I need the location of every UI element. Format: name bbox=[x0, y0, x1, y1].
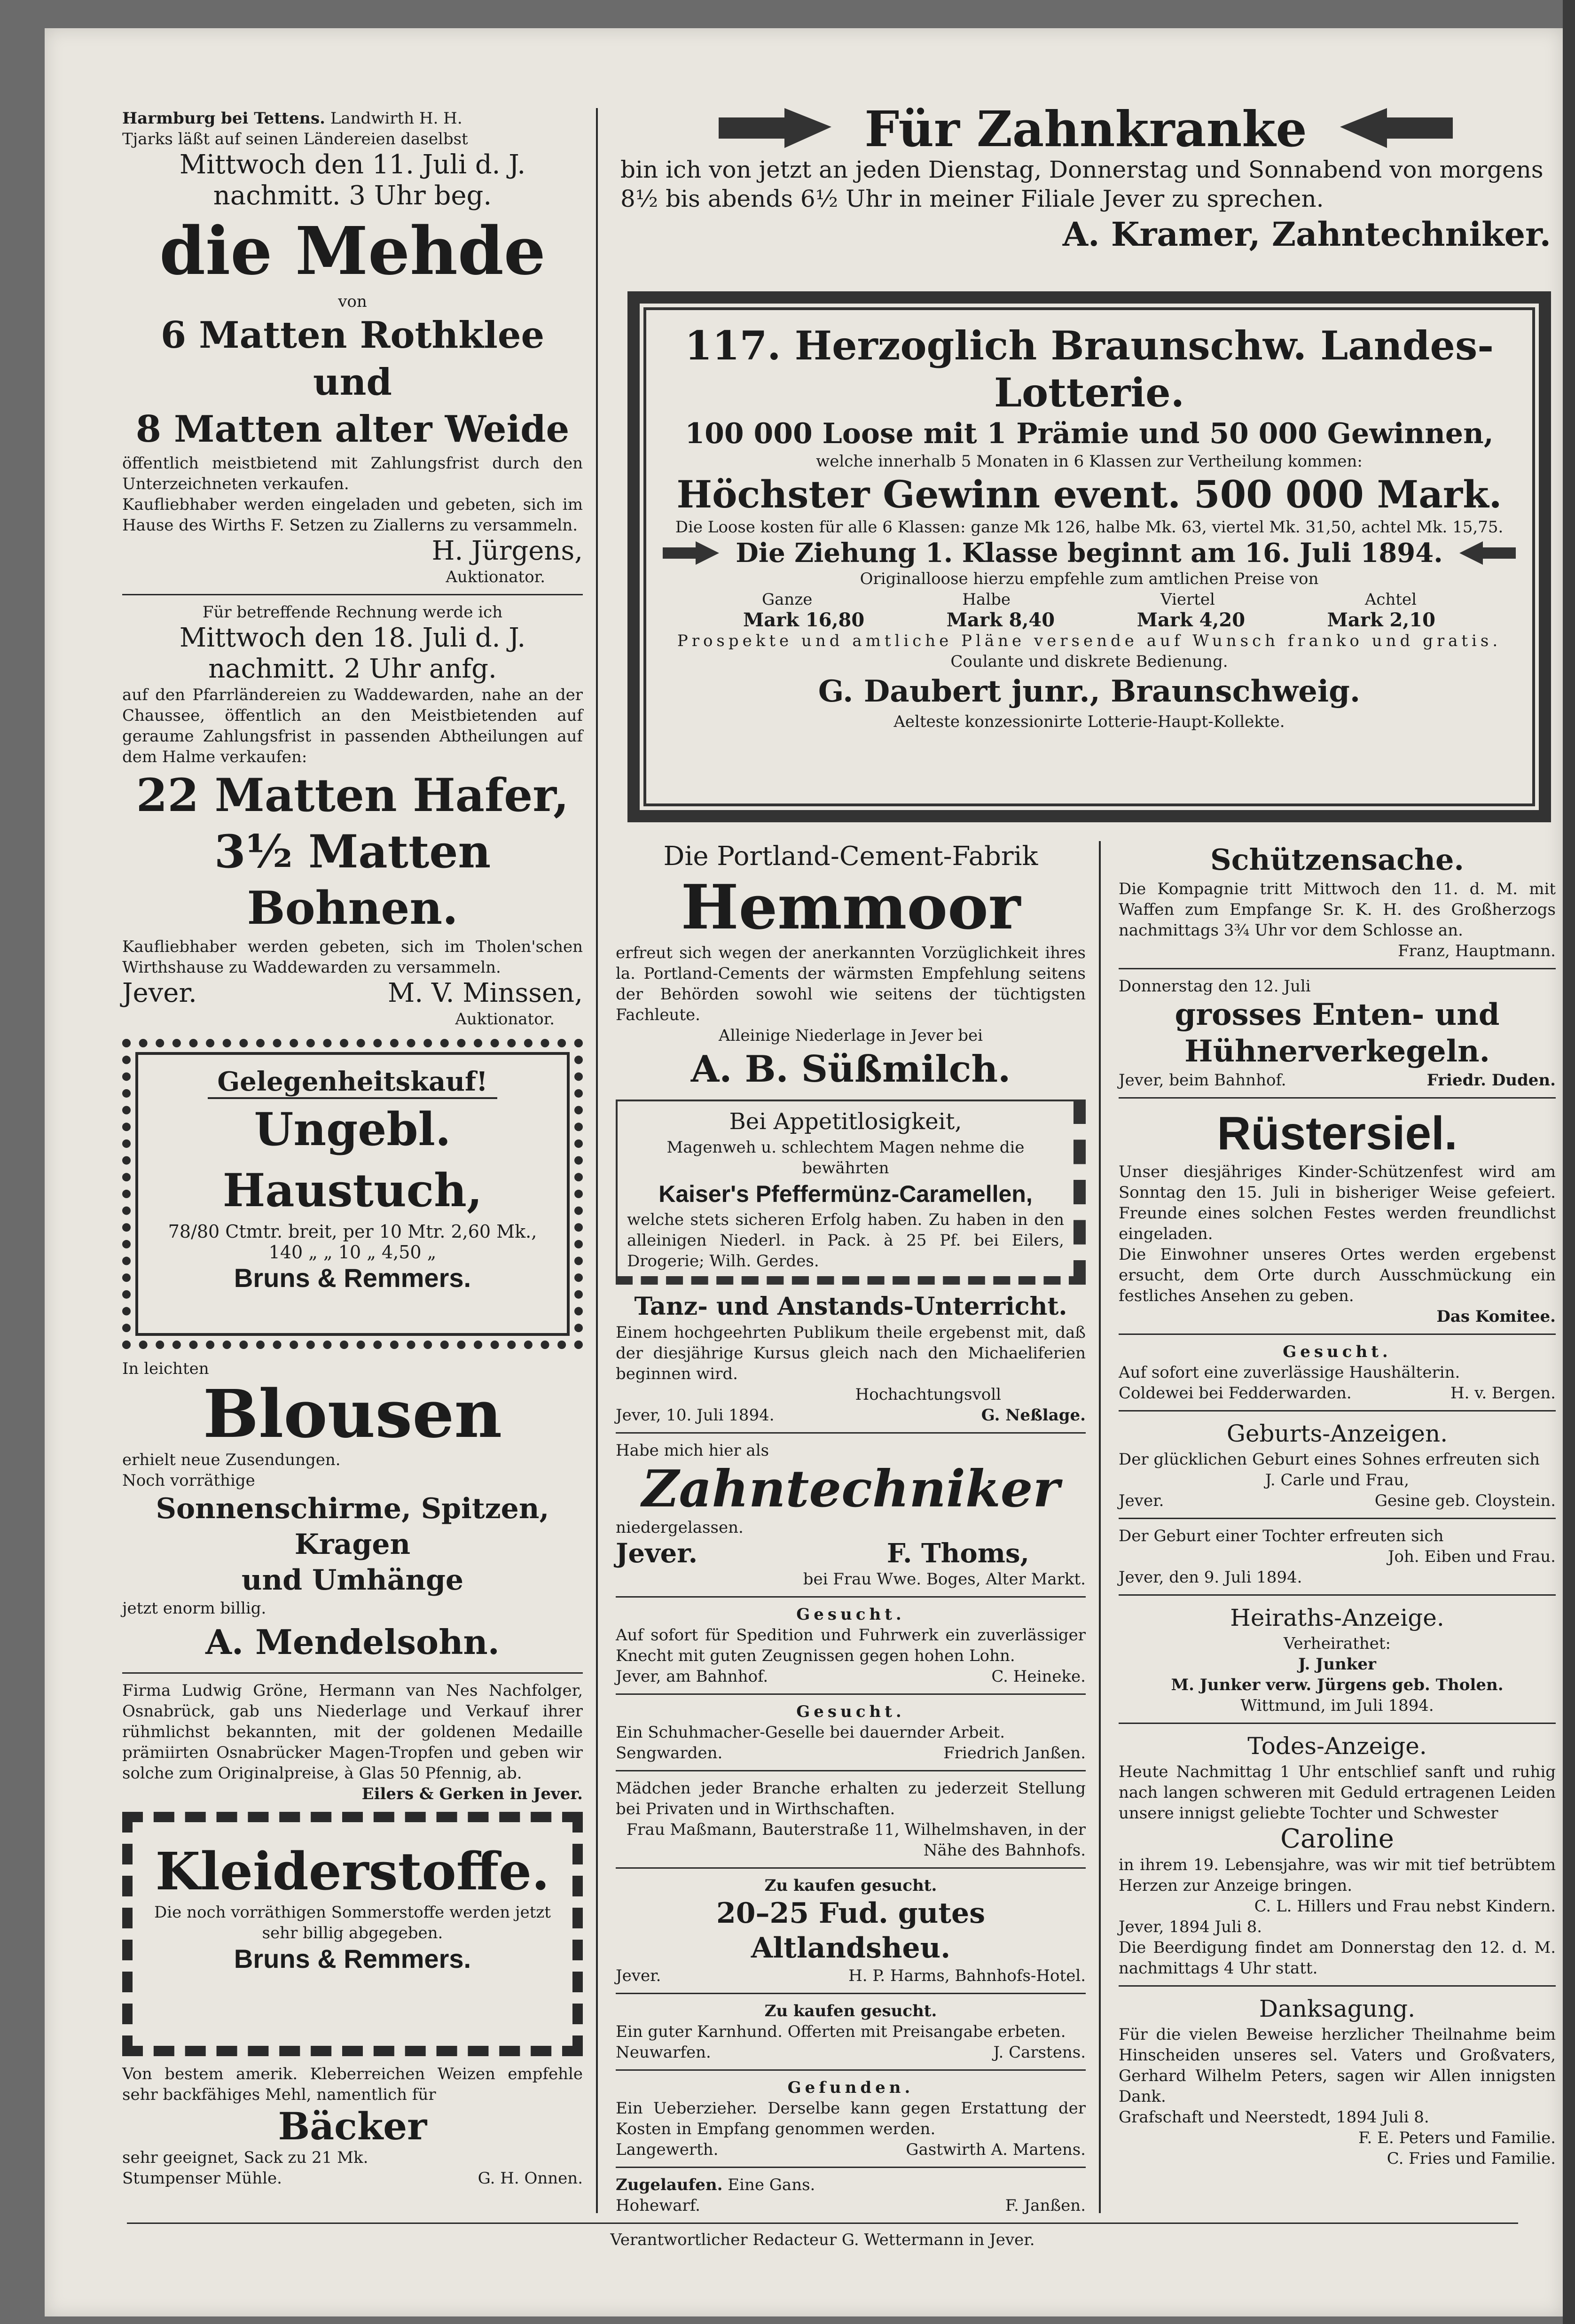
kleider-firm: Bruns & Remmers. bbox=[234, 1944, 471, 1973]
kauf1-head: Zu kaufen gesucht. bbox=[764, 1876, 937, 1895]
separator bbox=[1119, 1723, 1556, 1724]
ad-thoms bbox=[616, 1440, 1086, 1590]
column-3 bbox=[1119, 841, 1556, 2169]
ad-zahnkranke bbox=[620, 100, 1551, 256]
thoms-name: F. Thoms, bbox=[886, 1538, 1029, 1569]
mehde-sign-role: Auktionator. bbox=[446, 568, 545, 586]
tod-sign: C. L. Hillers und Frau nebst Kindern. bbox=[1254, 1897, 1556, 1916]
mehde-line1: Landwirth H. H. bbox=[330, 109, 462, 128]
hafer-item2: 3½ Matten Bohnen. bbox=[214, 825, 491, 935]
ad-gesucht-2 bbox=[616, 1701, 1086, 1763]
separator bbox=[616, 1596, 1086, 1598]
price-value: Mark 8,40 bbox=[946, 609, 1055, 631]
ad-kegeln bbox=[1119, 976, 1556, 1091]
ad-ruestersiel bbox=[1119, 1105, 1556, 1327]
separator bbox=[616, 1867, 1086, 1869]
separator bbox=[616, 1432, 1086, 1434]
ad-gefunden bbox=[616, 2077, 1086, 2160]
ad-lottery bbox=[627, 291, 1551, 822]
mehde-text: öffentlich meistbietend mit Zahlungsfrist durch den Unterzeichneten verkaufen. bbox=[122, 454, 583, 493]
groene-firm: Eilers & Gerken in Jever. bbox=[361, 1785, 583, 1803]
ges1-place: Jever, am Bahnhof. bbox=[616, 1667, 768, 1686]
ges1-text: Auf sofort für Spedition und Fuhrwerk ein zuverlässiger Knecht mit guten Zeugnissen gegen hohen Lohn. bbox=[616, 1626, 1086, 1665]
lottery-firm: G. Daubert junr., Braunschweig. bbox=[818, 674, 1361, 709]
column-rule-right bbox=[1099, 841, 1101, 2213]
heir-name1: J. Junker bbox=[1298, 1655, 1376, 1674]
price-label: Achtel bbox=[1364, 590, 1417, 609]
separator bbox=[1119, 1594, 1556, 1596]
weizen-sign: G. H. Onnen. bbox=[478, 2169, 583, 2188]
mad-text: Mädchen jeder Branche erhalten zu jederzeit Stellung bei Privaten und in Wirthschaften. bbox=[616, 1779, 1086, 1818]
ges3-text: Auf sofort eine zuverlässige Haushälterin. bbox=[1119, 1363, 1460, 1382]
tanz-text: Einem hochgeehrten Publikum theile ergebenst mit, daß der diesjährige Kursus gleich nach den Michaeliferien beginnen wird. bbox=[616, 1323, 1086, 1383]
rust-title: Rüstersiel. bbox=[1217, 1107, 1457, 1160]
cement-text: erfreut sich wegen der anerkannten Vorzüglichkeit ihres la. Portland-Cements der wärmsten Empfehlung seitens der Behörden sowohl wie seitens der tüchtigsten Fachleute. bbox=[616, 944, 1086, 1024]
ad-gesucht-1 bbox=[616, 1604, 1086, 1687]
mehde-von: von bbox=[338, 292, 367, 311]
column-2 bbox=[616, 841, 1086, 2216]
enten-title1: grosses Enten- und bbox=[1175, 997, 1500, 1032]
heir-place: Wittmund, im Juli 1894. bbox=[1240, 1696, 1434, 1715]
ad-zugelaufen bbox=[616, 2175, 1086, 2216]
gef-sign: Gastwirth A. Martens. bbox=[906, 2140, 1086, 2159]
geb-names1b: Gesine geb. Cloystein. bbox=[1374, 1491, 1556, 1510]
tod-head: Todes-Anzeige. bbox=[1247, 1732, 1427, 1760]
kauf1-sign: H. P. Harms, Bahnhofs-Hotel. bbox=[848, 1966, 1086, 1985]
thoms-intro: Habe mich hier als bbox=[616, 1441, 769, 1460]
separator bbox=[122, 1672, 583, 1674]
mad-sign: Frau Maßmann, Bauterstraße 11, Wilhelmshaven, in der Nähe des Bahnhofs. bbox=[626, 1820, 1086, 1860]
gef-text: Ein Ueberzieher. Derselbe kann gegen Erstattung der Kosten in Empfang genommen werden. bbox=[616, 2099, 1086, 2138]
price-value: Mark 4,20 bbox=[1136, 609, 1246, 631]
ad-kleiderstoffe bbox=[122, 1812, 583, 2056]
rust-text: Unser diesjähriges Kinder-Schützenfest wird am Sonntag den 15. Juli in bisheriger Weise gefeiert. Freunde eines solchen Festes werden freundlichst eingeladen. bbox=[1119, 1162, 1556, 1243]
separator bbox=[1119, 1334, 1556, 1335]
price-label: Ganze bbox=[762, 590, 813, 609]
separator bbox=[616, 1693, 1086, 1695]
lottery-line6: Originalloose hierzu empfehle zum amtlichen Preise von bbox=[860, 569, 1319, 588]
separator bbox=[1119, 1985, 1556, 1987]
dank-head: Danksagung. bbox=[1259, 1995, 1416, 2022]
pointing-hand-right-icon bbox=[660, 539, 721, 567]
separator bbox=[1119, 1410, 1556, 1412]
footer-imprint: Verantwortlicher Redacteur G. Wettermann in Jever. bbox=[610, 2230, 1035, 2249]
dank-sign2: C. Fries und Familie. bbox=[1387, 2149, 1556, 2168]
zahnkranke-sign: A. Kramer, Zahntechniker. bbox=[1062, 215, 1551, 254]
tod-date: Jever, 1894 Juli 8. bbox=[1119, 1918, 1262, 1936]
hafer-text2: Kaufliebhaber werden gebeten, sich im Tholen'schen Wirthshause zu Waddewarden zu versammeln. bbox=[122, 937, 583, 977]
hafer-item1: 22 Matten Hafer, bbox=[136, 769, 569, 822]
hafer-text: auf den Pfarrländereien zu Waddewarden, nahe an der Chaussee, öffentlich an den Meistbietenden auf geraume Zahlungsfrist in passenden Abtheilungen auf dem Halme verkaufen: bbox=[122, 686, 583, 766]
price-value: Mark 16,80 bbox=[743, 609, 865, 631]
kaiser-text: welche stets sicheren Erfolg haben. Zu haben in den alleinigen Niederl. in Pack. à 25 Pf. bei Eilers, Drogerie; Wilh. Gerdes. bbox=[627, 1210, 1064, 1271]
ges1-sign: C. Heineke. bbox=[991, 1667, 1086, 1686]
mehde-text2: Kaufliebhaber werden eingeladen und gebeten, sich im Hause des Wirths F. Setzen zu Ziallerns zu versammeln. bbox=[122, 495, 583, 535]
mehde-date: Mittwoch den 11. Juli d. J. bbox=[179, 149, 526, 180]
zug-head: Zugelaufen. bbox=[616, 2176, 723, 2194]
zahnkranke-text: bin ich von jetzt an jeden Dienstag, Donnerstag und Sonnabend von morgens 8½ bis abends 6½ Uhr in meiner Filiale Jever zu sprechen. bbox=[620, 156, 1544, 212]
ges3-place: Coldewei bei Fedderwarden. bbox=[1119, 1384, 1352, 1403]
kleider-text: Die noch vorräthigen Sommerstoffe werden jetzt sehr billig abgegeben. bbox=[154, 1903, 551, 1942]
haustuch-head: Gelegenheitskauf! bbox=[208, 1066, 497, 1099]
ad-blousen bbox=[122, 1358, 583, 1666]
column-rule-left bbox=[596, 108, 598, 2213]
kauf2-head: Zu kaufen gesucht. bbox=[764, 2002, 937, 2020]
zug-place: Hohewarf. bbox=[616, 2196, 700, 2215]
separator bbox=[122, 594, 583, 595]
weizen-text2: sehr geeignet, Sack zu 21 Mk. bbox=[122, 2148, 368, 2167]
gef-place: Langewerth. bbox=[616, 2140, 719, 2159]
kauf2-sign: J. Carstens. bbox=[993, 2043, 1086, 2062]
haustuch-firm: Bruns & Remmers. bbox=[234, 1263, 471, 1293]
blousen-item2: und Umhänge bbox=[241, 1564, 464, 1597]
cement-text2: Alleinige Niederlage in Jever bei bbox=[719, 1026, 983, 1045]
kleider-title: Kleiderstoffe. bbox=[155, 1841, 550, 1902]
lottery-line4: Die Loose kosten für alle 6 Klassen: ganze Mk 126, halbe Mk. 63, viertel Mk. 31,50, achtel Mk. 15,75. bbox=[675, 518, 1504, 537]
tod-name: Caroline bbox=[1280, 1824, 1394, 1854]
ad-maedchen bbox=[616, 1778, 1086, 1861]
ges2-place: Sengwarden. bbox=[616, 1744, 723, 1762]
enten-sign: Friedr. Duden. bbox=[1426, 1071, 1556, 1090]
kaiser-title: Kaiser's Pfeffermünz-Caramellen, bbox=[658, 1181, 1033, 1207]
lottery-firm-sub: Aelteste konzessionirte Lotterie-Haupt-Kollekte. bbox=[893, 712, 1285, 731]
ad-hafer bbox=[122, 602, 583, 1029]
ad-baecker bbox=[122, 2064, 583, 2189]
thoms-text: niedergelassen. bbox=[616, 1518, 744, 1537]
ad-mehde bbox=[122, 108, 583, 587]
geb-head: Geburts-Anzeigen. bbox=[1226, 1420, 1448, 1447]
mehde-item1: 6 Matten Rothklee und bbox=[160, 314, 545, 404]
kauf2-place: Neuwarfen. bbox=[616, 2043, 711, 2062]
rust-text2: Die Einwohner unseres Ortes werden ergebenst ersucht, dem Orte durch Ausschmückung ein festliches Ansehen zu geben. bbox=[1119, 1245, 1556, 1305]
ad-tanz bbox=[616, 1291, 1086, 1426]
tod-text3: Die Beerdigung findet am Donnerstag den 12. d. M. nachmittags 4 Uhr statt. bbox=[1119, 1938, 1556, 1978]
lottery-line5: Die Ziehung 1. Klasse beginnt am 16. Juli 1894. bbox=[736, 538, 1443, 569]
weizen-title: Bäcker bbox=[278, 2104, 427, 2148]
separator bbox=[616, 1993, 1086, 1994]
blousen-intro: In leichten bbox=[122, 1359, 209, 1378]
mehde-sign: H. Jürgens, bbox=[431, 536, 583, 566]
separator bbox=[616, 2069, 1086, 2071]
ad-hemmoor bbox=[616, 841, 1086, 1093]
geb-names2: Joh. Eiben und Frau. bbox=[1387, 1547, 1556, 1566]
separator bbox=[616, 1770, 1086, 1771]
zahnkranke-title: Für Zahnkranke bbox=[864, 100, 1307, 158]
schuetz-text: Die Kompagnie tritt Mittwoch den 11. d. M. mit Waffen zum Empfange Sr. K. H. des Großherzogs nachmittags 3¾ Uhr vor dem Schlosse an. bbox=[1119, 880, 1556, 940]
ad-gesucht-3 bbox=[1119, 1341, 1556, 1404]
kaiser-line: Magenweh u. schlechtem Magen nehme die bewährten bbox=[666, 1138, 1025, 1178]
hafer-sign-role: Auktionator. bbox=[455, 1010, 555, 1029]
ges3-head: Gesucht. bbox=[1283, 1342, 1392, 1361]
pointing-hand-right-icon bbox=[714, 103, 836, 155]
ges1-head: Gesucht. bbox=[796, 1605, 905, 1624]
geb-place2: Jever, den 9. Juli 1894. bbox=[1119, 1568, 1302, 1587]
weizen-text: Von bestem amerik. Kleberreichen Weizen empfehle sehr backfähiges Mehl, namentlich für bbox=[122, 2065, 583, 2104]
blousen-firm: A. Mendelsohn. bbox=[205, 1622, 500, 1662]
tod-text: Heute Nachmittag 1 Uhr entschlief sanft und ruhig nach langen schweren mit Geduld ertragenen Leiden unsere innigst geliebte Tochter und Schwester bbox=[1119, 1762, 1556, 1823]
lottery-line8: Coulante und diskrete Bedienung. bbox=[950, 652, 1228, 671]
hafer-place: Jever. bbox=[122, 978, 197, 1008]
tanz-sign: G. Neßlage. bbox=[981, 1406, 1086, 1425]
rust-sign: Das Komitee. bbox=[1436, 1307, 1556, 1326]
kauf1-title: 20–25 Fud. gutes Altlandsheu. bbox=[716, 1897, 986, 1965]
blousen-title: Blousen bbox=[203, 1376, 502, 1453]
mehde-item2: 8 Matten alter Weide bbox=[135, 408, 570, 451]
groene-text: Firma Ludwig Gröne, Hermann van Nes Nachfolger, Osnabrück, gab uns Niederlage und Verkauf ihrer rühmlichst bekannten, mit der goldenen Medaille prämiirten Osnabrücker Magen-Tropfen und geben wir solche zum Originalpreise, à Glas 50 Pfennig, ab. bbox=[122, 1681, 583, 1783]
schuetz-sign: Franz, Hauptmann. bbox=[1398, 942, 1556, 960]
dank-sign1: F. E. Peters und Familie. bbox=[1358, 2129, 1556, 2147]
ad-heirat bbox=[1119, 1602, 1556, 1716]
price-value: Mark 2,10 bbox=[1327, 609, 1435, 631]
dank-place: Grafschaft und Neerstedt, 1894 Juli 8. bbox=[1119, 2108, 1429, 2127]
ad-kaufen-2 bbox=[616, 2001, 1086, 2063]
ad-schuetzen bbox=[1119, 841, 1556, 961]
ad-kaufen-1 bbox=[616, 1875, 1086, 1986]
mehde-place: Harmburg bei Tettens. bbox=[122, 109, 325, 128]
lottery-line1: 100 000 Loose mit 1 Prämie und 50 000 Gewinnen, bbox=[685, 417, 1494, 450]
schuetz-title: Schützensache. bbox=[1210, 842, 1464, 877]
ad-haustuch bbox=[122, 1039, 583, 1349]
hafer-date: Mittwoch den 18. Juli d. J. bbox=[179, 623, 526, 653]
cement-title: Hemmoor bbox=[681, 871, 1021, 943]
pointing-hand-left-icon bbox=[1335, 103, 1457, 155]
ad-danksagung bbox=[1119, 1993, 1556, 2169]
heir-sub: Verheirathet: bbox=[1283, 1634, 1391, 1653]
enten-date: Donnerstag den 12. Juli bbox=[1119, 977, 1311, 996]
haustuch-line1: 78/80 Ctmtr. breit, per 10 Mtr. 2,60 Mk., bbox=[168, 1221, 537, 1242]
blousen-text2: Noch vorräthige bbox=[122, 1471, 255, 1490]
dank-text: Für die vielen Beweise herzlicher Theilnahme beim Hinscheiden unseres sel. Vaters und Großvaters, Gerhard Wilhelm Peters, sagen wir Allen innigsten Dank. bbox=[1119, 2025, 1556, 2106]
separator bbox=[1119, 1518, 1556, 1519]
blousen-text1: erhielt neue Zusendungen. bbox=[122, 1451, 341, 1469]
separator bbox=[616, 2167, 1086, 2168]
ad-todes bbox=[1119, 1731, 1556, 1979]
haustuch-line2: 140 „ „ 10 „ 4,50 „ bbox=[268, 1242, 437, 1263]
kauf1-place: Jever. bbox=[616, 1966, 661, 1985]
zug-sign: F. Janßen. bbox=[1005, 2196, 1086, 2215]
mehde-title: die Mehde bbox=[159, 213, 546, 290]
enten-place: Jever, beim Bahnhof. bbox=[1119, 1071, 1286, 1090]
hafer-intro: Für betreffende Rechnung werde ich bbox=[202, 603, 503, 622]
lottery-line2: welche innerhalb 5 Monaten in 6 Klassen zur Vertheilung kommen: bbox=[816, 452, 1363, 471]
ges3-sign: H. v. Bergen. bbox=[1450, 1384, 1556, 1403]
price-label: Halbe bbox=[962, 590, 1011, 609]
geb-text1: Der glücklichen Geburt eines Sohnes erfreuten sich bbox=[1119, 1450, 1540, 1469]
tanz-place: Jever, 10. Juli 1894. bbox=[616, 1406, 775, 1425]
cement-firm: A. B. Süßmilch. bbox=[690, 1048, 1011, 1091]
ad-kaiser bbox=[616, 1100, 1086, 1285]
haustuch-title: Ungebl. Haustuch, bbox=[222, 1103, 483, 1217]
footer-rule bbox=[127, 2223, 1518, 2224]
cement-head: Die Portland-Cement-Fabrik bbox=[663, 841, 1038, 872]
thoms-title: Zahntechniker bbox=[642, 1459, 1060, 1519]
geb-names1: J. Carle und Frau, bbox=[1265, 1471, 1410, 1490]
price-label: Viertel bbox=[1160, 590, 1215, 609]
ges2-text: Ein Schuhmacher-Geselle bei dauernder Arbeit. bbox=[616, 1723, 1005, 1742]
mehde-time: nachmitt. 3 Uhr beg. bbox=[213, 180, 492, 211]
hafer-sign: M. V. Minssen, bbox=[388, 978, 583, 1008]
lottery-line7: Prospekte und amtliche Pläne versende auf Wunsch franko und gratis. bbox=[677, 632, 1502, 650]
zug-text: Eine Gans. bbox=[728, 2176, 815, 2194]
gef-head: Gefunden. bbox=[787, 2078, 914, 2097]
ges2-head: Gesucht. bbox=[796, 1702, 905, 1721]
heir-name2: M. Junker verw. Jürgens geb. Tholen. bbox=[1171, 1676, 1504, 1694]
lottery-title: 117. Herzoglich Braunschw. Landes-Lotterie. bbox=[684, 322, 1494, 416]
heir-head: Heiraths-Anzeige. bbox=[1230, 1604, 1444, 1631]
column-1 bbox=[122, 108, 583, 2189]
ad-groene bbox=[122, 1680, 583, 1804]
lottery-line3: Höchster Gewinn event. 500 000 Mark. bbox=[676, 472, 1502, 516]
kauf2-text: Ein guter Karnhund. Offerten mit Preisangabe erbeten. bbox=[616, 2022, 1066, 2041]
separator bbox=[1119, 968, 1556, 969]
geb-place1: Jever. bbox=[1119, 1491, 1164, 1510]
tanz-greet: Hochachtungsvoll bbox=[855, 1385, 1001, 1404]
weizen-place: Stumpenser Mühle. bbox=[122, 2169, 282, 2188]
ges2-sign: Friedrich Janßen. bbox=[943, 1744, 1086, 1762]
mehde-line2: Tjarks läßt auf seinen Ländereien daselbst bbox=[122, 130, 468, 148]
tod-text2: in ihrem 19. Lebensjahre, was wir mit tief betrübtem Herzen zur Anzeige bringen. bbox=[1119, 1856, 1556, 1895]
kaiser-head: Bei Appetitlosigkeit, bbox=[729, 1108, 962, 1135]
separator bbox=[1119, 1097, 1556, 1099]
geb-text2: Der Geburt einer Tochter erfreuten sich bbox=[1119, 1527, 1444, 1545]
blousen-text3: jetzt enorm billig. bbox=[122, 1599, 266, 1618]
ad-geburt bbox=[1119, 1418, 1556, 1588]
blousen-item1: Sonnenschirme, Spitzen, Kragen bbox=[156, 1492, 549, 1561]
scan-border bbox=[1563, 0, 1575, 2324]
thoms-place: Jever. bbox=[616, 1538, 698, 1569]
hafer-time: nachmitt. 2 Uhr anfg. bbox=[208, 654, 497, 684]
thoms-addr: bei Frau Wwe. Boges, Alter Markt. bbox=[803, 1570, 1086, 1589]
pointing-hand-left-icon bbox=[1457, 539, 1518, 567]
tanz-title: Tanz- und Anstands-Unterricht. bbox=[634, 1292, 1067, 1321]
enten-title2: Hühnerverkegeln. bbox=[1184, 1034, 1490, 1069]
